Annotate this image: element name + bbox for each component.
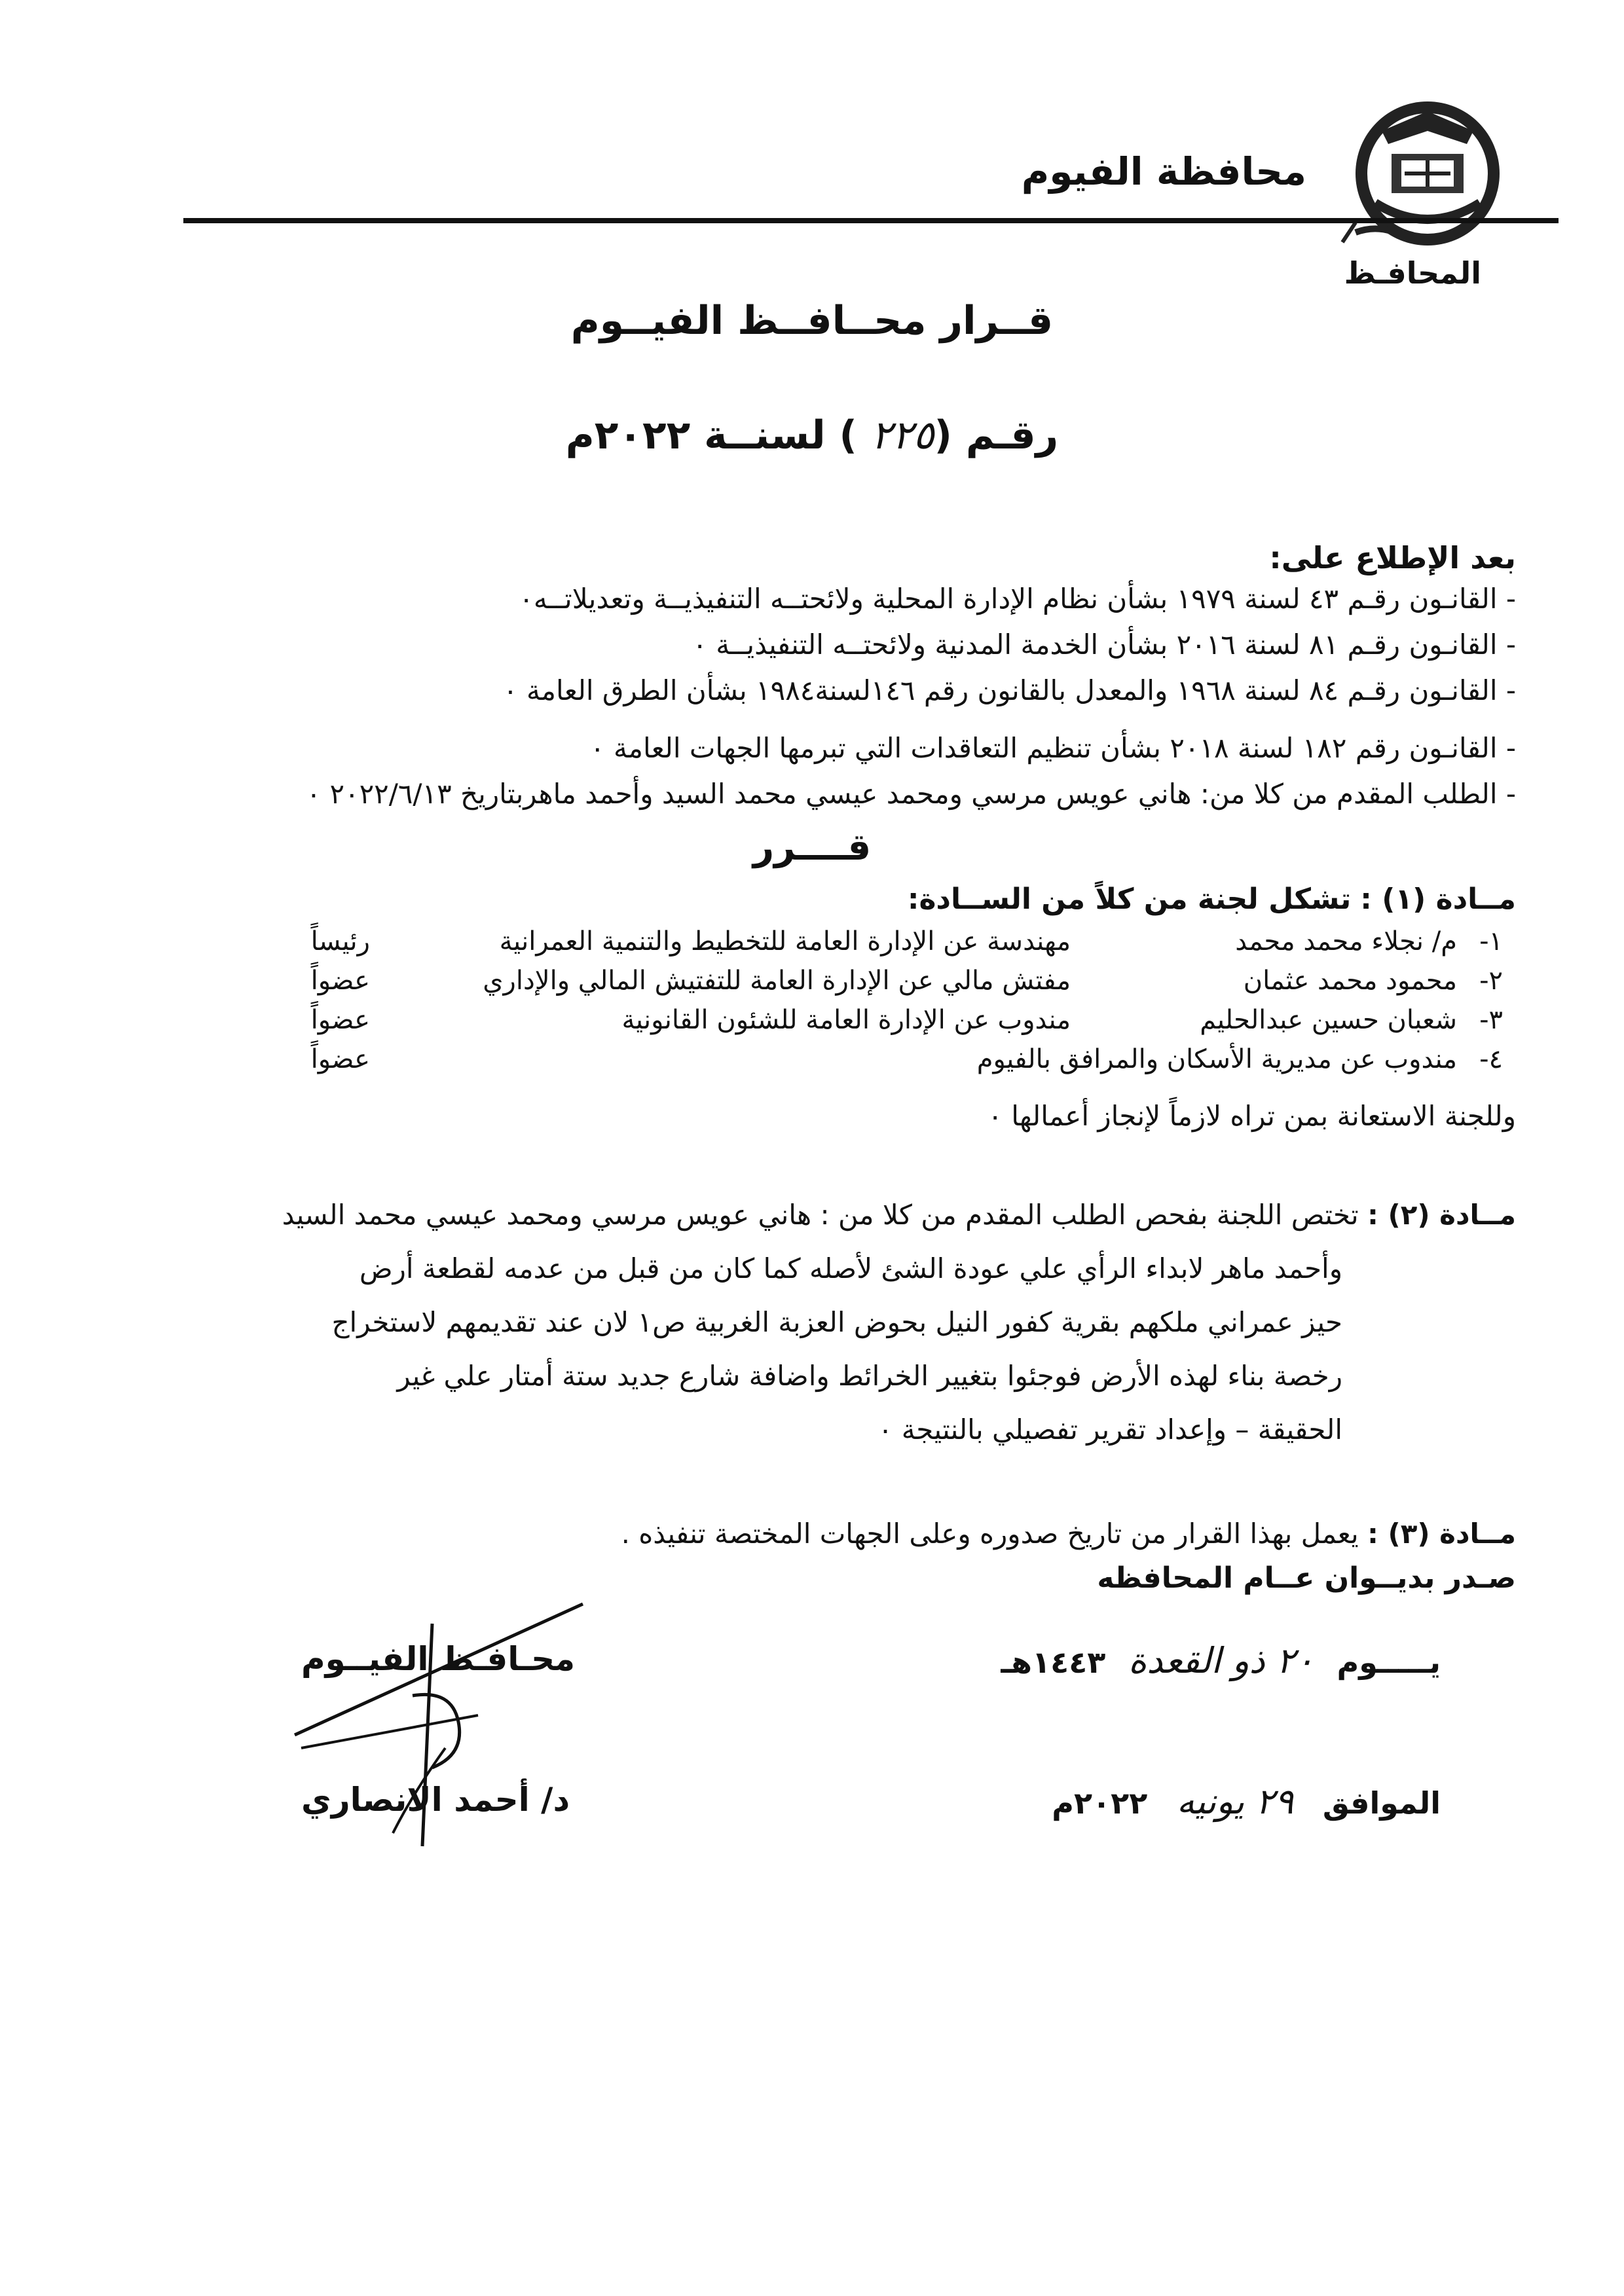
article-2-line: رخصة بناء لهذه الأرض فوجئوا بتغيير الخرائط واضافة شارع جديد ستة أمتار علي غير: [397, 1360, 1342, 1392]
decision-title: قــرار محــافــظ الفيــوم: [570, 298, 1054, 344]
signatory-title: محـافـظ الفيــوم: [301, 1640, 576, 1678]
article-2-line: حيز عمراني ملكهم بقرية كفور النيل بحوض العزبة الغربية ص١ لان عند تقديمهم لاستخراج: [331, 1306, 1342, 1338]
member-position: رئيساً: [310, 926, 370, 957]
member-role: مفتش مالي عن الإدارة العامة للتفتيش المالي والإداري: [483, 966, 1071, 996]
signatory-name: د/ أحمد الانصاري: [301, 1781, 570, 1819]
article-1-label: مــادة (١) :: [1360, 883, 1516, 916]
decision-number-handwritten: ٢٢٥: [870, 412, 934, 458]
article-3: [621, 1518, 1516, 1550]
article-2-line: تختص اللجنة بفحص الطلب المقدم من كلا من : هاني عويس مرسي ومحمد عيسي محمد السيد: [282, 1199, 1359, 1231]
article-1-note: وللجنة الاستعانة بمن تراه لازماً لإنجاز أعمالها ٠: [987, 1100, 1516, 1132]
article-3-text: يعمل بهذا القرار من تاريخ صدوره وعلى الجهات المختصة تنفيذه .: [621, 1518, 1359, 1550]
gregorian-label: الموافق: [1322, 1785, 1441, 1821]
hijri-date: [1001, 1640, 1441, 1681]
preamble-line: - الطلب المقدم من كلا من: هاني عويس مرسي ومحمد عيسي محمد السيد وأحمد ماهربتاريخ ٢٠٢٢/٦/١٣ ٠: [306, 778, 1516, 810]
member-name: م/ نجلاء محمد محمد: [1235, 926, 1457, 957]
hijri-year: ١٤٤٣هـ: [1001, 1645, 1106, 1680]
governorate-emblem: [1329, 92, 1526, 255]
header-rule: [183, 218, 1559, 223]
member-position: عضواً: [310, 966, 370, 996]
article-2-label: مــادة (٢) :: [1367, 1199, 1516, 1231]
preamble-line: - القانـون رقـم ٤٣ لسنة ١٩٧٩ بشأن نظام الإدارة المحلية ولائحتــه التنفيذيــة وتعديلاتــه٠: [519, 583, 1516, 615]
article-1-heading: [908, 883, 1516, 916]
member-name: مندوب عن مديرية الأسكان والمرافق بالفيوم: [976, 1044, 1457, 1074]
decision-number: [0, 412, 1624, 458]
member-number: ٣-: [1479, 1005, 1503, 1035]
preamble-line: - القانـون رقم ١٨٢ لسنة ٢٠١٨ بشأن تنظيم التعاقدات التي تبرمها الجهات العامة ٠: [590, 732, 1516, 764]
preamble-line: - القانـون رقـم ٨٤ لسنة ١٩٦٨ والمعدل بالقانون رقم ١٤٦لسنة١٩٨٤ بشأن الطرق العامة ٠: [503, 674, 1516, 706]
committee-member: [101, 1005, 1516, 1040]
member-position: عضواً: [310, 1005, 370, 1035]
article-2: [141, 1188, 1516, 1457]
governorate-name: محافظة الفيوم: [1021, 149, 1306, 194]
member-number: ١-: [1479, 926, 1503, 957]
member-number: ٢-: [1479, 966, 1503, 996]
committee-member: [101, 926, 1516, 962]
decision-number-prefix: رقـم (: [934, 412, 1059, 458]
day-label: يـــــوم: [1337, 1645, 1441, 1680]
member-name: شعبان حسين عبدالحليم: [1200, 1005, 1457, 1035]
member-role: مهندسة عن الإدارة العامة للتخطيط والتنمية العمرانية: [499, 926, 1071, 957]
gregorian-year: ٢٠٢٢م: [1052, 1785, 1148, 1821]
member-number: ٤-: [1479, 1044, 1503, 1074]
issued-at: صـدر بديــوان عــام المحافظه: [1097, 1561, 1516, 1595]
member-name: محمود محمد عثمان: [1243, 966, 1457, 996]
handwritten-signature: [282, 1597, 596, 1859]
decision-number-suffix: ) لسنــة ٢٠٢٢م: [565, 412, 857, 458]
hijri-date-handwritten: ٢٠ ذو القعدة: [1128, 1640, 1314, 1681]
article-3-label: مــادة (٣) :: [1367, 1518, 1516, 1550]
governor-office-label: المحافـظ: [1344, 255, 1481, 291]
article-2-line: الحقيقة – وإعداد تقرير تفصيلي بالنتيجة ٠: [877, 1413, 1342, 1446]
preamble-heading: بعد الإطلاع على:: [1269, 540, 1516, 575]
committee-member: [101, 966, 1516, 1001]
gregorian-date: [1052, 1781, 1441, 1822]
article-1-title: تشكل لجنة من كلاً من الســادة:: [907, 883, 1352, 916]
article-2-line: وأحمد ماهر لابداء الرأي علي عودة الشئ لأصله كما كان من قبل من عدمه لقطعة أرض: [359, 1252, 1342, 1285]
preamble-line: - القانـون رقـم ٨١ لسنة ٢٠١٦ بشأن الخدمة المدنية ولائحتــه التنفيذيــة ٠: [692, 629, 1516, 661]
member-position: عضواً: [310, 1044, 370, 1074]
decided-heading: قــــرر: [752, 826, 872, 869]
gregorian-date-handwritten: ٢٩ يونيه: [1176, 1781, 1294, 1822]
member-role: مندوب عن الإدارة العامة للشئون القانونية: [621, 1005, 1071, 1035]
committee-member: [101, 1044, 1516, 1080]
